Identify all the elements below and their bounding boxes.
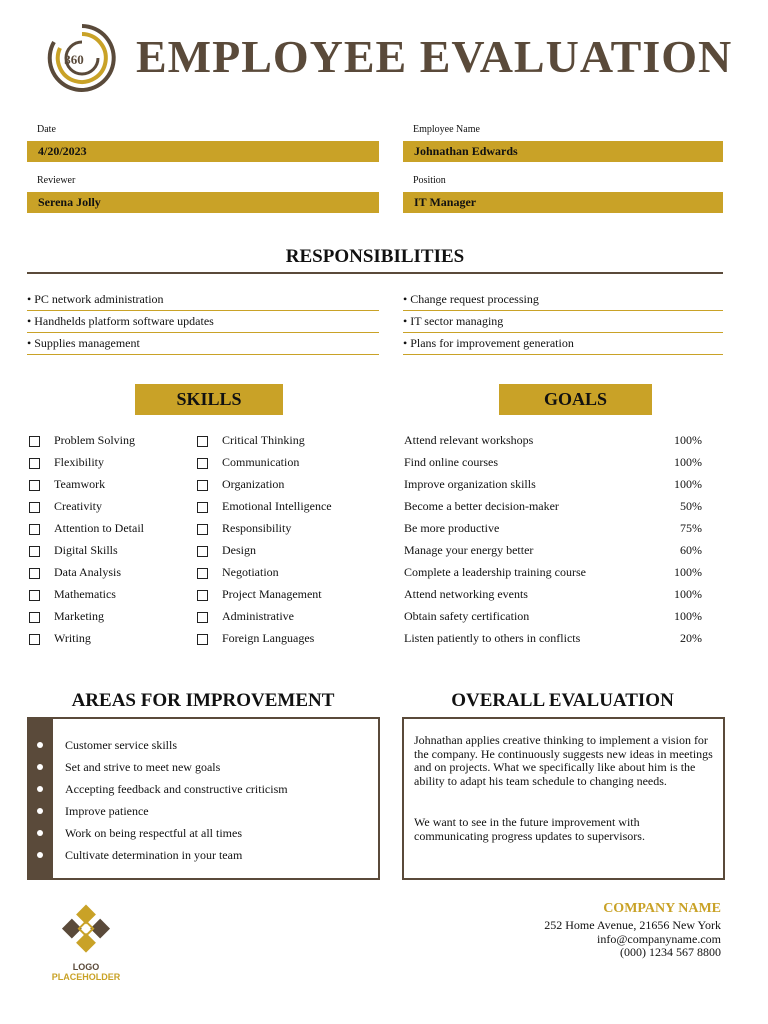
skill-checkbox[interactable] <box>29 590 40 601</box>
skill-checkbox[interactable] <box>29 612 40 623</box>
bullet-icon <box>37 786 43 792</box>
skill-label: Teamwork <box>54 477 106 491</box>
improvement-bullets <box>37 734 43 866</box>
goal-percent: 100% <box>674 609 702 623</box>
skill-row <box>29 495 144 517</box>
goal-label: Obtain safety certification <box>404 609 530 623</box>
skill-label: Administrative <box>222 609 294 623</box>
skill-checkbox[interactable] <box>197 480 208 491</box>
skill-row <box>197 627 332 649</box>
evaluation-paragraph-2: We want to see in the future improvement with communicating progress updates to supervisors. <box>414 815 645 843</box>
skill-row <box>29 627 144 649</box>
company-name: COMPANY NAME <box>603 901 721 916</box>
skill-checkbox[interactable] <box>29 480 40 491</box>
reviewer-field[interactable]: Serena Jolly <box>27 192 379 213</box>
skill-row <box>29 517 144 539</box>
employee-name-label: Employee Name <box>413 124 480 135</box>
bullet-icon <box>37 742 43 748</box>
position-field[interactable]: IT Manager <box>403 192 723 213</box>
improvement-box <box>27 717 380 880</box>
date-field[interactable]: 4/20/2023 <box>27 141 379 162</box>
goal-label: Improve organization skills <box>404 477 536 491</box>
skill-checkbox[interactable] <box>197 502 208 513</box>
goal-label: Manage your energy better <box>404 543 534 557</box>
skill-label: Emotional Intelligence <box>222 499 332 513</box>
bullet-icon <box>37 852 43 858</box>
goals-heading: GOALS <box>499 384 652 415</box>
skill-label: Critical Thinking <box>222 433 305 447</box>
skill-checkbox[interactable] <box>29 524 40 535</box>
skill-checkbox[interactable] <box>197 612 208 623</box>
company-email[interactable]: info@companyname.com <box>596 932 721 946</box>
reviewer-label: Reviewer <box>37 175 76 186</box>
skill-row <box>29 561 144 583</box>
skill-row <box>197 583 332 605</box>
skill-label: Foreign Languages <box>222 631 315 645</box>
date-label: Date <box>37 124 56 135</box>
skill-label: Attention to Detail <box>54 521 144 535</box>
goal-percent: 100% <box>674 477 702 491</box>
skill-row <box>29 451 144 473</box>
improvement-item: Customer service skills <box>65 738 177 752</box>
skills-column-1 <box>29 429 144 649</box>
company-logo <box>46 902 126 982</box>
skills-column-2 <box>197 429 332 649</box>
goal-percent: 75% <box>680 521 702 535</box>
goal-percent: 100% <box>674 587 702 601</box>
responsibility-item: • Plans for improvement generation <box>403 333 723 355</box>
skill-label: Responsibility <box>222 521 292 535</box>
skill-checkbox[interactable] <box>29 458 40 469</box>
skill-row <box>29 583 144 605</box>
skill-checkbox[interactable] <box>197 524 208 535</box>
responsibilities-heading: RESPONSIBILITIES <box>285 246 465 267</box>
goal-percent: 50% <box>680 499 702 513</box>
improvement-item: Set and strive to meet new goals <box>65 760 221 774</box>
position-label: Position <box>413 175 446 186</box>
logo-text-line-2: PLACEHOLDER <box>51 972 121 982</box>
skill-label: Problem Solving <box>54 433 136 447</box>
goal-percent: 20% <box>680 631 702 645</box>
skill-row <box>197 539 332 561</box>
skill-checkbox[interactable] <box>29 546 40 557</box>
responsibility-item: • Change request processing <box>403 289 723 311</box>
skills-heading: SKILLS <box>135 384 283 415</box>
company-address: 252 Home Avenue, 21656 New York <box>544 918 721 932</box>
skill-label: Negotiation <box>222 565 279 579</box>
skill-checkbox[interactable] <box>197 590 208 601</box>
improvement-item: Cultivate determination in your team <box>65 848 243 862</box>
goal-label: Listen patiently to others in conflicts <box>404 631 581 645</box>
skill-label: Digital Skills <box>54 543 118 557</box>
goal-percent: 100% <box>674 565 702 579</box>
goals-list <box>404 429 586 649</box>
skill-label: Creativity <box>54 499 102 513</box>
page-title: EMPLOYEE EVALUATION <box>136 31 733 82</box>
skill-label: Organization <box>222 477 285 491</box>
skill-row <box>197 561 332 583</box>
goal-label: Become a better decision-maker <box>404 499 559 513</box>
360-logo <box>44 20 120 100</box>
responsibility-item: • PC network administration <box>27 289 379 311</box>
skill-label: Flexibility <box>54 455 105 469</box>
evaluation-box <box>402 717 725 880</box>
evaluation-paragraph-1: Johnathan applies creative thinking to implement a vision for the company. He continuously suggests new ideas in meetings and on projects. What we specifically like about him is the ability to adapt his team schedule to changing needs. <box>414 733 713 788</box>
skill-row <box>197 517 332 539</box>
bullet-icon <box>37 830 43 836</box>
skill-row <box>197 495 332 517</box>
skill-checkbox[interactable] <box>197 634 208 645</box>
skill-row <box>29 605 144 627</box>
responsibility-item: • Handhelds platform software updates <box>27 311 379 333</box>
improvement-list <box>65 734 288 866</box>
skill-row <box>29 473 144 495</box>
skill-row <box>29 429 144 451</box>
goals-percent-list <box>662 429 702 649</box>
responsibilities-right-list <box>403 289 723 355</box>
skill-checkbox[interactable] <box>29 502 40 513</box>
improvement-item: Work on being respectful at all times <box>65 826 242 840</box>
responsibility-item: • IT sector managing <box>403 311 723 333</box>
logo-diamond-icon <box>46 902 126 958</box>
goal-label: Be more productive <box>404 521 500 535</box>
logo-360-text: 360 <box>64 52 84 67</box>
improvement-item: Accepting feedback and constructive criticism <box>65 782 288 796</box>
skill-label: Design <box>222 543 256 557</box>
skill-label: Marketing <box>54 609 104 623</box>
skill-row <box>197 429 332 451</box>
goal-percent: 100% <box>674 455 702 469</box>
skill-row <box>197 451 332 473</box>
logo-text-line-1: LOGO <box>72 962 100 972</box>
responsibilities-left-list <box>27 289 379 355</box>
improvement-item: Improve patience <box>65 804 149 818</box>
overall-evaluation-heading: OVERALL EVALUATION <box>451 690 674 711</box>
bullet-icon <box>37 808 43 814</box>
skill-checkbox[interactable] <box>29 568 40 579</box>
skill-row <box>197 605 332 627</box>
skill-checkbox[interactable] <box>197 436 208 447</box>
skill-label: Communication <box>222 455 300 469</box>
skill-checkbox[interactable] <box>197 546 208 557</box>
skill-label: Project Management <box>222 587 322 601</box>
skill-checkbox[interactable] <box>29 634 40 645</box>
goal-label: Complete a leadership training course <box>404 565 586 579</box>
goal-percent: 60% <box>680 543 702 557</box>
goal-label: Attend networking events <box>404 587 528 601</box>
responsibility-item: • Supplies management <box>27 333 379 355</box>
responsibilities-divider <box>27 272 723 274</box>
bullet-icon <box>37 764 43 770</box>
company-phone: (000) 1234 567 8800 <box>620 945 721 959</box>
skill-label: Mathematics <box>54 587 116 601</box>
goal-percent: 100% <box>674 433 702 447</box>
skill-row <box>197 473 332 495</box>
skill-label: Writing <box>54 631 91 645</box>
skill-checkbox[interactable] <box>197 568 208 579</box>
skill-checkbox[interactable] <box>197 458 208 469</box>
goal-label: Attend relevant workshops <box>404 433 534 447</box>
goal-label: Find online courses <box>404 455 498 469</box>
skill-checkbox[interactable] <box>29 436 40 447</box>
areas-for-improvement-heading: AREAS FOR IMPROVEMENT <box>71 690 335 711</box>
skill-label: Data Analysis <box>54 565 121 579</box>
skill-row <box>29 539 144 561</box>
employee-name-field[interactable]: Johnathan Edwards <box>403 141 723 162</box>
